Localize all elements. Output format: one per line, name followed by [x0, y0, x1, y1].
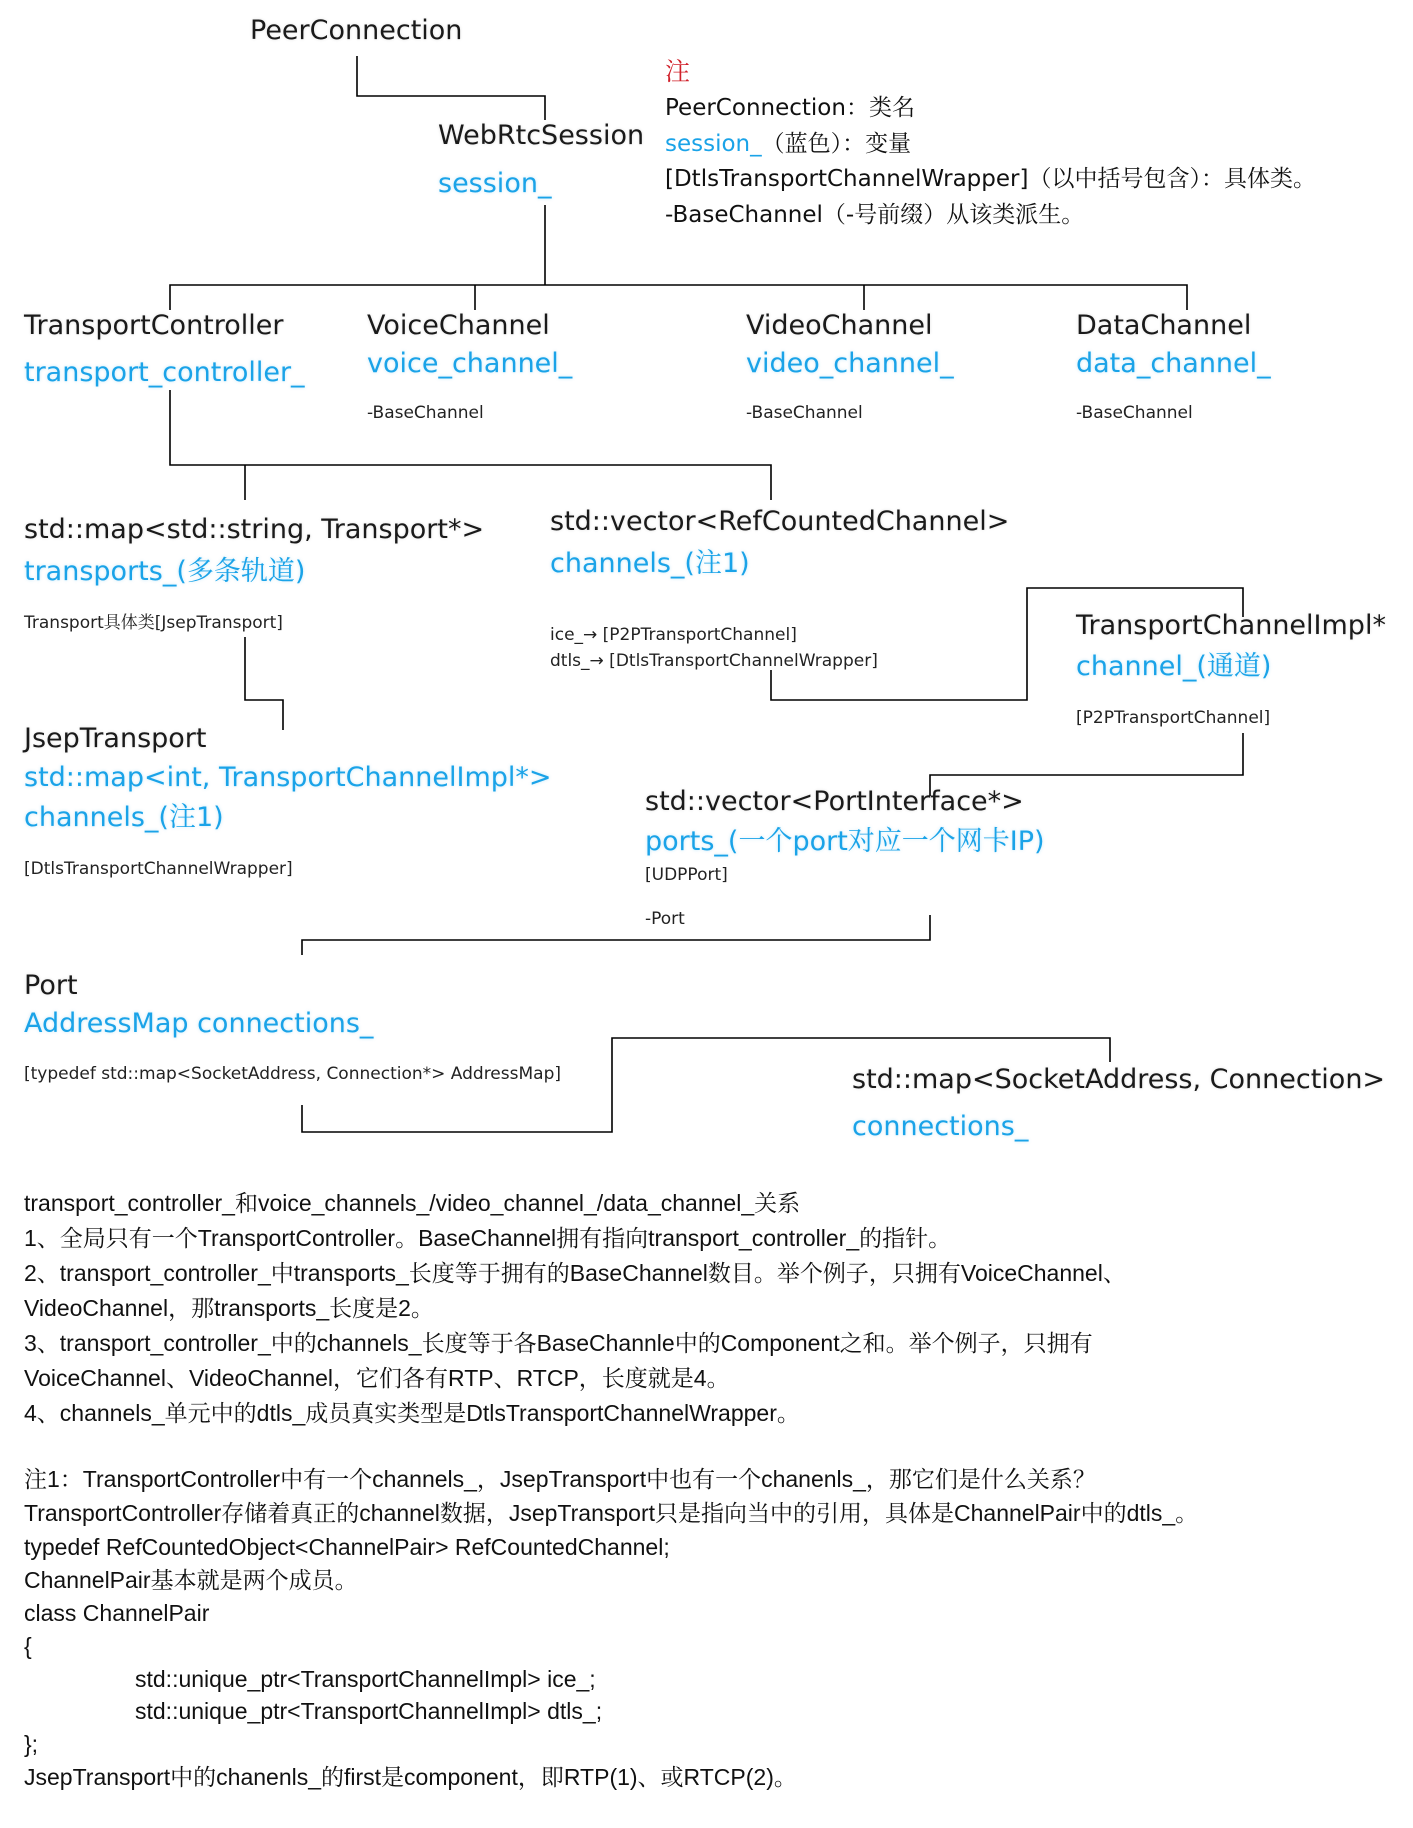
- ports-vector-base: -Port: [645, 909, 685, 929]
- description-line-4: 4、channels_单元中的dtls_成员真实类型是DtlsTransportChannelWrapper。: [24, 1400, 800, 1426]
- transports-map-note: Transport具体类[JsepTransport]: [24, 613, 283, 633]
- voice-channel-class-name: VoiceChannel: [367, 310, 550, 341]
- video-channel-member: video_channel_: [746, 348, 954, 379]
- connector-transports-jsep: [245, 637, 283, 730]
- footnote-code-close-brace: };: [24, 1731, 39, 1757]
- legend-variable-example: session_: [665, 131, 762, 157]
- jsep-transport-map-type: std::map<int, TransportChannelImpl*>: [24, 762, 552, 793]
- ports-vector-concrete: [UDPPort]: [645, 865, 728, 885]
- description-line-2-cont: VideoChannel，那transports_长度是2。: [24, 1295, 434, 1321]
- connector-channel-bus: [170, 285, 1187, 310]
- footnote-line-first-component: JsepTransport中的chanenls_的first是component，即RTP(1)、或RTCP(2)。: [24, 1764, 797, 1790]
- description-line-2: 2、transport_controller_中transports_长度等于拥有的BaseChannel数目。举个例子，只拥有VoiceChannel、: [24, 1260, 1126, 1286]
- data-channel-base: -BaseChannel: [1076, 403, 1193, 423]
- transports-map-type: std::map<std::string, Transport*>: [24, 514, 485, 545]
- transports-map-member: transports_(多条轨道): [24, 556, 306, 587]
- legend-line-classname: PeerConnection：类名: [665, 95, 915, 121]
- jsep-transport-class-name: JsepTransport: [24, 723, 207, 754]
- description-line-title: transport_controller_和voice_channels_/video_channel_/data_channel_关系: [24, 1190, 801, 1216]
- footnote-line-typedef: typedef RefCountedObject<ChannelPair> RefCountedChannel;: [24, 1534, 670, 1560]
- channels-vector-type: std::vector<RefCountedChannel>: [550, 506, 1010, 537]
- voice-channel-base: -BaseChannel: [367, 403, 484, 423]
- connections-map-type: std::map<SocketAddress, Connection>: [852, 1064, 1386, 1095]
- footnote-code-class: class ChannelPair: [24, 1600, 210, 1626]
- video-channel-base: -BaseChannel: [746, 403, 863, 423]
- channels-vector-member: channels_(注1): [550, 548, 750, 579]
- voice-channel-member: voice_channel_: [367, 348, 573, 379]
- legend-line-concrete: [DtlsTransportChannelWrapper]（以中括号包含）：具体类。: [665, 166, 1316, 192]
- footnote-code-ice-member: std::unique_ptr<TransportChannelImpl> ice_;: [135, 1666, 596, 1692]
- connector-ports-port: [302, 915, 930, 955]
- peerconnection-class-name: PeerConnection: [250, 15, 463, 46]
- jsep-transport-concrete: [DtlsTransportChannelWrapper]: [24, 859, 293, 879]
- footnote-line-members: ChannelPair基本就是两个成员。: [24, 1567, 358, 1593]
- legend-line-variable: [665, 131, 911, 157]
- description-line-3: 3、transport_controller_中的channels_长度等于各BaseChannle中的Component之和。举个例子，只拥有: [24, 1330, 1093, 1356]
- transport-channel-impl-concrete: [P2PTransportChannel]: [1076, 708, 1271, 728]
- port-member: AddressMap connections_: [24, 1008, 374, 1039]
- channels-vector-dtls: dtls_→ [DtlsTransportChannelWrapper]: [550, 651, 878, 671]
- video-channel-class-name: VideoChannel: [746, 310, 933, 341]
- connector-peerconnection-session: [357, 56, 545, 120]
- ports-vector-member: ports_(一个port对应一个网卡IP): [645, 826, 1045, 857]
- transport-channel-impl-type: TransportChannelImpl*: [1076, 610, 1386, 641]
- webrtcsession-class-name: WebRtcSession: [438, 120, 645, 151]
- port-class-name: Port: [24, 970, 78, 1001]
- data-channel-class-name: DataChannel: [1076, 310, 1252, 341]
- legend-title: 注: [665, 57, 691, 86]
- transport-channel-impl-member: channel_(通道): [1076, 651, 1272, 682]
- transport-controller-class-name: TransportController: [24, 310, 284, 341]
- port-typedef: [typedef std::map<SocketAddress, Connection*> AddressMap]: [24, 1064, 561, 1084]
- ports-vector-type: std::vector<PortInterface*>: [645, 786, 1024, 817]
- legend-line-derived: -BaseChannel（-号前缀）从该类派生。: [665, 202, 1085, 228]
- description-line-3-cont: VoiceChannel、VideoChannel，它们各有RTP、RTCP，长度就是4。: [24, 1365, 730, 1391]
- footnote-line-answer: TransportController存储着真正的channel数据，JsepTransport只是指向当中的引用，具体是ChannelPair中的dtls_。: [24, 1500, 1199, 1526]
- channels-vector-ice: ice_→ [P2PTransportChannel]: [550, 625, 797, 645]
- footnote-code-dtls-member: std::unique_ptr<TransportChannelImpl> dtls_;: [135, 1698, 603, 1724]
- description-line-1: 1、全局只有一个TransportController。BaseChannel拥有指向transport_controller_的指针。: [24, 1225, 952, 1251]
- connector-channels-impl: [771, 588, 1243, 700]
- footnote-code-open-brace: {: [24, 1633, 32, 1659]
- legend-variable-text: （蓝色）：变量: [761, 131, 912, 157]
- connections-map-member: connections_: [852, 1111, 1029, 1142]
- session-member: session_: [438, 168, 552, 199]
- jsep-transport-member: channels_(注1): [24, 802, 224, 833]
- data-channel-member: data_channel_: [1076, 348, 1271, 379]
- transport-controller-member: transport_controller_: [24, 357, 305, 388]
- footnote-line-question: 注1：TransportController中有一个channels_，JsepTransport中也有一个chanenls_，那它们是什么关系？: [24, 1466, 1096, 1492]
